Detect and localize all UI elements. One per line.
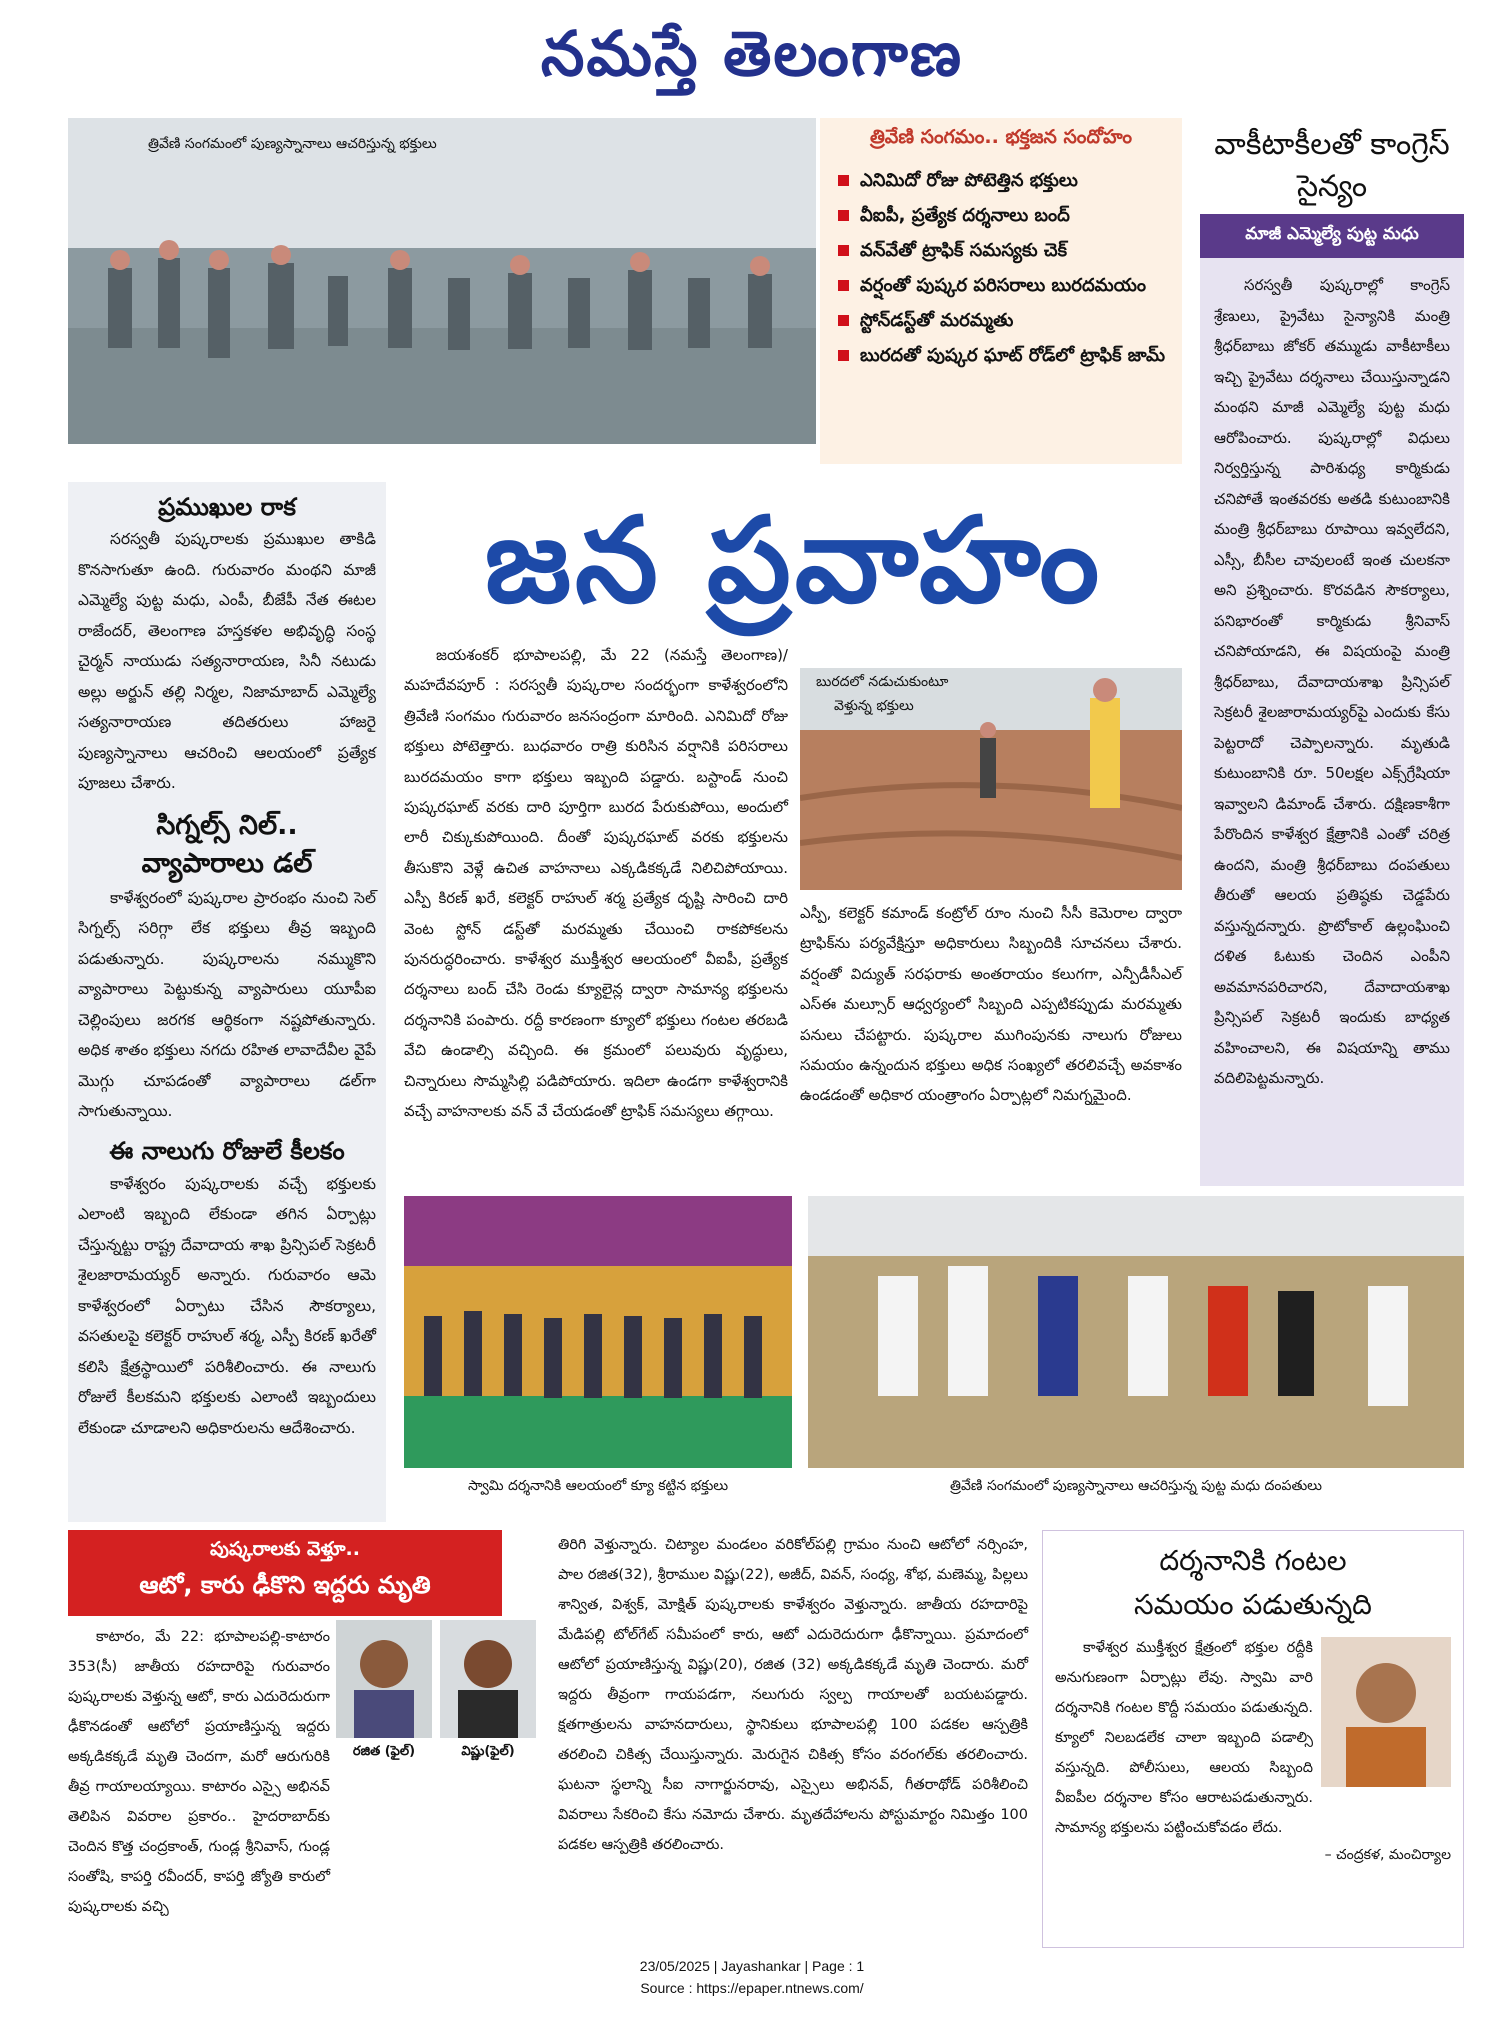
highlight-item: స్టోన్‌డస్ట్‌తో మరమ్మతు [832, 303, 1170, 338]
highlights-title: త్రివేణి సంగమం.. భక్తజన సందోహం [869, 126, 1133, 148]
left-section2-body: కాళేశ్వరంలో పుష్కరాల ప్రారంభం నుంచి సెల్ సిగ్నల్స్ సరిగ్గా లేక భక్తులు తీవ్ర ఇబ్బంది పడుతున్నారు. పుష్కరాలను నమ్ముకొని వ్యాపారాలు పెట్టుకున్న వ్యాపారులు యూపీఐ చెల్లింపులు జరగక ఆర్థికంగా నష్టపోతున్నారు. అధిక శాతం భక్తులు నగదు రహిత లావాదేవీల వైపే మొగ్గు చూపడంతో వ్యాపారాలు డల్‌గా సాగుతున్నాయి. [78, 888, 376, 1120]
main-headline: జన ప్రవాహం [484, 491, 1104, 629]
darshan-title-line2: సమయం పడుతున్నది [1134, 1588, 1372, 1621]
darshan-box [1042, 1530, 1464, 1948]
accident-photo-label-vishnu: విష్ణు(ఫైల్) [461, 1744, 515, 1759]
top-photo-river-bathing [68, 118, 816, 444]
side-story-title: వాకీటాకీలతో కాంగ్రెస్ సైన్యం [1200, 118, 1464, 214]
accident-body-part1: కాటారం, మే 22: భూపాలపల్లి-కాటారం 353(సీ) జాతీయ రహదారిపై గురువారం పుష్కరాలకు వెళ్తున్న ఆటో, కారు ఎదురెదురుగా ఢీకొనడంతో ఆటోలో ప్రయాణిస్తున్న ఇద్దరు అక్కడికక్కడే మృతి చెందగా, మరో ఆరుగురికి తీవ్ర గాయాలయ్యాయి. కాటారం ఎస్సై అభినవ్ తెలిపిన వివరాల ప్రకారం.. హైదరాబాద్‌కు చెందిన కొత్త చంద్రకాంత్, గుండ్ల శ్రీనివాస్, గుండ్ల సంతోషి, కాపర్తి రవీందర్, కాపర్తి జ్యోతి కారులో పుష్కరాలకు వచ్చి [68, 1629, 330, 1915]
highlight-item: వర్షంతో పుష్కర పరిసరాలు బురదమయం [832, 268, 1170, 303]
mud-photo-caption-line1: బురదలో నడుచుకుంటూ [816, 674, 949, 690]
accident-title: ఆటో, కారు ఢీకొని ఇద్దరు మృతి [139, 1571, 431, 1599]
darshan-photo [1321, 1637, 1451, 1787]
left-section2-subtitle: వ్యాపారాలు డల్ [141, 847, 313, 879]
puttamadhu-bath-photo [808, 1196, 1464, 1468]
mud-photo-caption-line2: వెళ్తున్న భక్తులు [834, 698, 914, 714]
highlights-list [832, 163, 1170, 373]
river-photo-art [68, 118, 816, 444]
left-column [68, 482, 386, 1522]
main-story-body: జయశంకర్ భూపాలపల్లి, మే 22 (నమస్తే తెలంగాణ)/మహదేవపూర్ : సరస్వతీ పుష్కరాల సందర్భంగా కాళేశ్వరంలోని త్రివేణి సంగమం గురువారం జనసంద్రంగా మారింది. ఎనిమిదో రోజు భక్తులు పోటెత్తారు. బుధవారం రాత్రి కురిసిన వర్షానికి పరిసరాలు బురదమయం కాగా భక్తులు ఇబ్బంది పడ్డారు. బస్టాండ్ నుంచి పుష్కరఘాట్ వరకు దారి పూర్తిగా బురద పేరుకుపోయి, అందులో లారీ చిక్కుకుపోయింది. దీంతో పుష్కరఘాట్ వరకు భక్తులను తీసుకొని వెళ్లే ఉచిత వాహనాలు ఎక్కడికక్కడే నిలిచిపోయాయి. ఎస్పీ కిరణ్ ఖరే, కలెక్టర్ రాహుల్ శర్మ ప్రత్యేక దృష్టి సారించి దారి వెంట స్టోన్ డస్ట్‌తో మరమ్మతు చేయించి రాకపోకలను పునరుద్ధరించారు. కాళేశ్వర ముక్తీశ్వర ఆలయంలో వీఐపీ, ప్రత్యేక దర్శనాలు బంద్ చేసి రెండు క్యూలైన్ల ద్వారా సామాన్య భక్తులను దర్శనానికి పంపారు. రద్దీ కారణంగా క్యూలో భక్తులు గంటల తరబడి వేచి ఉండాల్సి వచ్చింది. ఈ క్రమంలో పలువురు వృద్ధులు, చిన్నారులు సొమ్మసిల్లి పడిపోయారు. ఇదిలా ఉండగా కాళేశ్వరానికి వచ్చే వాహనాలకు వన్ వే చేయడంతో ట్రాఫిక్ సమస్యలు తగ్గాయి. [404, 646, 788, 1121]
accident-photo-label-rajitha: రజిత (ఫైల్) [352, 1744, 416, 1759]
bath-photo-caption: త్రివేణి సంగమంలో పుణ్యస్నానాలు ఆచరిస్తున్న పుట్ట మధు దంపతులు [950, 1478, 1322, 1494]
highlights-box [820, 118, 1182, 464]
highlight-item: బురదతో పుష్కర ఘాట్ రోడ్‌లో ట్రాఫిక్ జామ్ [832, 338, 1170, 373]
footer-edition-line: 23/05/2025 | Jayashankar | Page : 1 [639, 1958, 865, 1974]
bath-photo-art [808, 1196, 1464, 1468]
darshan-signature: – చంద్రకళ, మంచిర్యాల [1324, 1847, 1451, 1863]
left-section1-body: సరస్వతీ పుష్కరాలకు ప్రముఖుల తాకిడి కొనసాగుతూ ఉంది. గురువారం మంథని మాజీ ఎమ్మెల్యే పుట్ట మధు, ఎంపీ, బీజేపీ నేత ఈటల రాజేందర్, తెలంగాణ హస్తకళల అభివృద్ధి సంస్థ చైర్మన్ నాయుడు సత్యనారాయణ, సినీ నటుడు అల్లు అర్జున్ తల్లి నిర్మల, నిజామాబాద్ ఎమ్మెల్యే సత్యనారాయణ తదితరులు హాజరై పుణ్యస్నానాలు ఆచరించి ఆలయంలో ప్రత్యేక పూజలు చేశారు. [78, 530, 376, 792]
person-photo-art [336, 1620, 432, 1738]
highlight-item: వన్‌వేతో ట్రాఫిక్ సమస్యకు చెక్ [832, 233, 1170, 268]
person-photo-art [1321, 1637, 1451, 1787]
left-section2-title: సిగ్నల్స్ నిల్.. [156, 809, 298, 841]
left-section3-title: ఈ నాలుగు రోజులే కీలకం [109, 1136, 345, 1165]
queue-photo-caption: స్వామి దర్శనానికి ఆలయంలో క్యూ కట్టిన భక్తులు [467, 1478, 729, 1494]
accident-photo-vishnu [440, 1620, 536, 1738]
accident-kicker: పుష్కరాలకు వెళ్తూ.. [210, 1538, 360, 1560]
accident-body-part2: తిరిగి వెళ్తున్నారు. చిట్యాల మండలం వరికోల్‌పల్లి గ్రామం నుంచి ఆటోలో నర్సింహ, పాల రజిత(32), శ్రీరాముల విష్ణు(22), అజీద్, వివన్, సంధ్య, శోభ, మణెమ్మ, పిల్లలు శాన్విత, విశ్వక్, మోక్షిత్ పుష్కరాలకు కాళేశ్వరం వెళ్తున్నారు. జాతీయ రహదారిపై మేడిపల్లి టోల్‌గేట్ సమీపంలో కారు, ఆటో ఎదురెదురుగా ఢీకొన్నాయి. ప్రమాదంలో ఆటోలో ప్రయాణిస్తున్న విష్ణు(20), రజిత (32) అక్కడికక్కడే మృతి చెందారు. మరో ఇద్దరు తీవ్రంగా గాయపడగా, నలుగురు స్వల్ప గాయాలతో బయటపడ్డారు. క్షతగాత్రులను వాహనదారులు, స్థానికులు భూపాలపల్లి 100 పడకల ఆస్పత్రికి తరలించి చికిత్స చేయిస్తున్నారు. మెరుగైన చికిత్స కోసం వరంగల్‌కు తరలించారు. ఘటనా స్థలాన్ని సీఐ నాగార్జునరావు, ఎస్సైలు అభినవ్, గీతరాథోడ్ పరిశీలించి వివరాలు సేకరించి కేసు నమోదు చేశారు. మృతదేహాలను పోస్టుమార్టం నిమిత్తం 100 పడకల ఆస్పత్రికి తరలించారు. [558, 1537, 1028, 1853]
side-story-box [1200, 118, 1464, 1186]
queue-photo-art [404, 1196, 792, 1468]
main-story-body-continued: ఎస్పీ, కలెక్టర్ కమాండ్ కంట్రోల్ రూం నుంచి సీసీ కెమెరాల ద్వారా ట్రాఫిక్‌ను పర్యవేక్షిస్తూ అధికారులు సిబ్బందికి సూచనలు చేశారు. వర్షంతో విద్యుత్ సరఫరాకు అంతరాయం కలుగగా, ఎన్పీడీసీఎల్ ఎస్ఈ మల్సూర్ ఆధ్వర్యంలో సిబ్బంది ఎప్పటికప్పుడు మరమ్మతు పనులు చేపట్టారు. పుష్కరాల ముగింపునకు నాలుగు రోజులు సమయం ఉన్నందున భక్తులు అధిక సంఖ్యలో తరలివచ్చే అవకాశం ఉండడంతో అధికార యంత్రాంగం ఏర్పాట్లలో నిమగ్నమైంది. [800, 904, 1182, 1105]
left-section3-body: కాళేశ్వరం పుష్కరాలకు వచ్చే భక్తులకు ఎలాంటి ఇబ్బంది లేకుండా తగిన ఏర్పాట్లు చేస్తున్నట్టు రాష్ట్ర దేవాదాయ శాఖ ప్రిన్సిపల్ సెక్రటరీ శైలజారామయ్యర్ అన్నారు. గురువారం ఆమె కాళేశ్వరంలో ఏర్పాటు చేసిన సౌకర్యాలు, వసతులపై కలెక్టర్ రాహుల్ శర్మ, ఎస్పీ కిరణ్ ఖరేతో కలిసి క్షేత్రస్థాయిలో పరిశీలించారు. ఈ నాలుగు రోజులే కీలకమని భక్తులకు ఎలాంటి ఇబ్బందులు లేకుండా చూడాలని అధికారులను ఆదేశించారు. [78, 1174, 376, 1437]
highlight-item: ఎనిమిదో రోజు పోటెత్తిన భక్తులు [832, 163, 1170, 198]
masthead-title: నమస్తే తెలంగాణ [540, 17, 964, 90]
darshan-body: కాళేశ్వర ముక్తీశ్వర క్షేత్రంలో భక్తుల రద్దీకి అనుగుణంగా ఏర్పాట్లు లేవు. స్వామి వారి దర్శనానికి గంటల కొద్దీ సమయం పడుతున్నది. క్యూలో నిలబడలేక చాలా ఇబ్బంది పడాల్సి వస్తున్నది. పోలీసులు, ఆలయ సిబ్బంది వీఐపీల దర్శనాల కోసం ఆరాటపడుతున్నారు. సామాన్య భక్తులను పట్టించుకోవడం లేదు. [1055, 1640, 1313, 1836]
queue-photo [404, 1196, 792, 1468]
footer-source-line: Source : https://epaper.ntnews.com/ [640, 1980, 864, 1996]
left-section1-title: ప్రముఖుల రాక [158, 493, 296, 521]
darshan-title-line1: దర్శనానికి గంటల [1159, 1544, 1347, 1577]
mud-photo [800, 668, 1182, 890]
accident-header [68, 1530, 502, 1616]
person-photo-art [440, 1620, 536, 1738]
page-footer [0, 1955, 1504, 1999]
side-story-byline: మాజీ ఎమ్మెల్యే పుట్ట మధు [1200, 214, 1464, 258]
accident-photo-rajitha [336, 1620, 432, 1738]
top-photo-caption: త్రివేణి సంగమంలో పుణ్యస్నానాలు ఆచరిస్తున్న భక్తులు [148, 136, 437, 152]
highlight-item: వీఐపీ, ప్రత్యేక దర్శనాలు బంద్ [832, 198, 1170, 233]
side-story-body: సరస్వతీ పుష్కరాల్లో కాంగ్రెస్ శ్రేణులు, ప్రైవేటు సైన్యానికి మంత్రి శ్రీధర్‌బాబు జోకర్ తమ్ముడు వాకీటాకీలు ఇచ్చి ప్రైవేటు దర్శనాలు చేయిస్తున్నాడని మంథని మాజీ ఎమ్మెల్యే పుట్ట మధు ఆరోపించారు. పుష్కరాల్లో విధులు నిర్వర్తిస్తున్న పారిశుధ్య కార్మికుడు చనిపోతే ఇంతవరకు అతడి కుటుంబానికి మంత్రి శ్రీధర్‌బాబు రూపాయి ఇవ్వలేదని, ఎస్సీ, బీసీల చావులంటే ఇంత చులకనా అని ప్రశ్నించారు. కొరవడిన సౌకర్యాలు, పనిభారంతో కార్మికుడు శ్రీనివాస్ చనిపోయాడని, ఈ విషయంపై మంత్రి శ్రీధర్‌బాబు, దేవాదాయశాఖ ప్రిన్సిపల్ సెక్రటరీ శైలజారామయ్యర్‌పై ఎందుకు కేసు పెట్టరాదో చెప్పాలన్నారు. మృతుడి కుటుంబానికి రూ. 50లక్షల ఎక్స్‌గ్రేషియా ఇవ్వాలని డిమాండ్ చేశారు. దక్షిణకాశీగా పేరొందిన కాళేశ్వర క్షేత్రానికి ఎంతో చరిత్ర ఉందని, మంత్రి శ్రీధర్‌బాబు దంపతులు తీరుతో ఆలయ ప్రతిష్ఠకు చెడ్డపేరు వస్తున్నదన్నారు. ప్రొటోకాల్ ఉల్లంఘించి దళిత ఓటుకు చెందిన ఎంపీని అవమానపరిచారని, దేవాదాయశాఖ ప్రిన్సిపల్ సెక్రటరీ ఇందుకు బాధ్యత వహించాలని, ఈ విషయాన్ని తాము వదిలిపెట్టమన్నారు. [1214, 276, 1450, 1087]
